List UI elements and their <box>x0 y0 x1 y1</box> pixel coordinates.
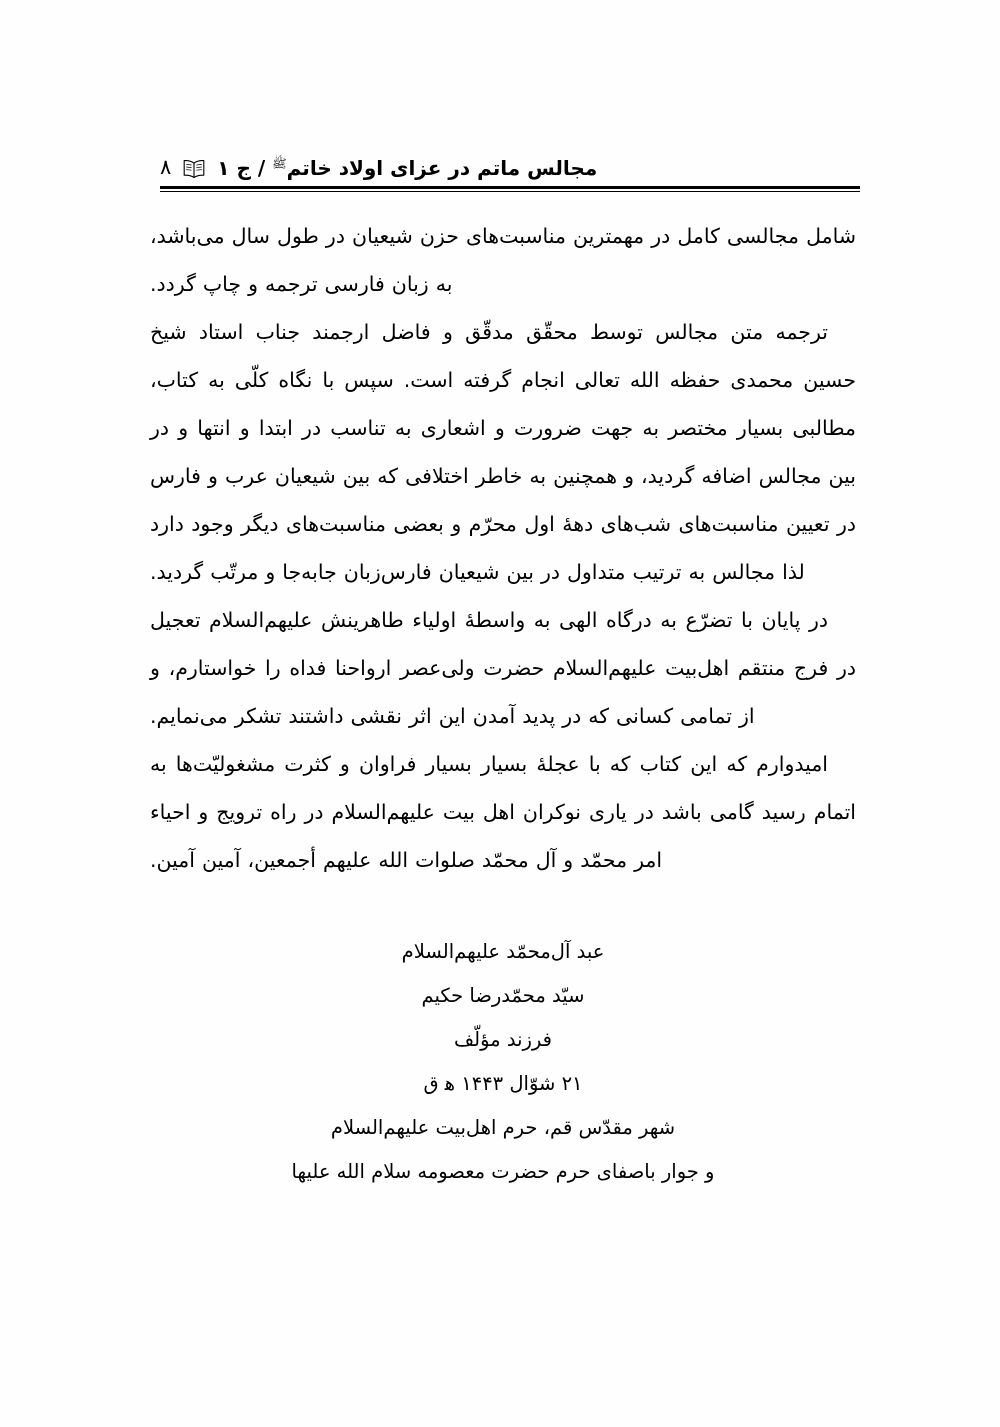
header-volume: / ج ۱ <box>217 156 266 180</box>
honorific-glyph: ﷺ <box>272 156 287 171</box>
paragraph-4: امیدوارم که این کتاب که با عجلهٔ بسیار بسیار فراوان و کثرت مشغولیّت‌ها به اتمام رسید گامی باشد در یاری نوکران اهل بیت علیهم‌السلام در راه ترویج و احیاء امر محمّد و آل محمّد صلوات الله علیهم أجمعین، آمین آمین. <box>150 752 856 872</box>
paragraph-1: شامل مجالسی کامل در مهمترین مناسبت‌های حزن شیعیان در طول سال می‌باشد، به زبان فارسی ترجمه و چاپ گردد. <box>150 224 856 296</box>
signature-line-date: ۲۱ شوّال ۱۴۴۳ ه‍ ق <box>423 1072 583 1095</box>
signature-line-place: شهر مقدّس قم، حرم اهل‌بیت علیهم‌السلام <box>330 1116 676 1139</box>
running-header <box>160 146 860 190</box>
page-number: ۸ <box>160 155 172 179</box>
body-text-column <box>150 212 856 884</box>
header-title-text: مجالس ماتم در عزای اولاد خاتم <box>286 156 598 180</box>
header-title <box>217 157 597 180</box>
header-rule <box>160 186 860 192</box>
signature-line-place-detail: و جوار باصفای حرم حضرت معصومه سلام الله علیها <box>291 1160 715 1183</box>
signature-line-author-name: سیّد محمّدرضا حکیم <box>421 984 585 1007</box>
paragraph-2: ترجمه متن مجالس توسط محقّق مدقّق و فاضل ارجمند جناب استاد شیخ حسین محمدی حفظه الله تعالی انجام گرفته است. سپس با نگاه کلّی به کتاب، مطالبی بسیار مختصر به جهت ضرورت و اشعاری به تناسب در ابتدا و انتها و در بین مجالس اضافه گردید، و همچنین به خاطر اختلافی که بین شیعیان عرب و فارس در تعیین مناسبت‌های شب‌های دههٔ اول محرّم و بعضی مناسبت‌های دیگر وجود دارد لذا مجالس به ترتیب متداول در بین شیعیان فارس‌زبان جابه‌جا و مرتّب گردید. <box>150 320 856 584</box>
header-rule-thin <box>160 191 860 193</box>
signature-line-relation: فرزند مؤلّف <box>453 1028 552 1051</box>
paragraph-3: در پایان با تضرّع به درگاه الهی به واسطهٔ اولیاء طاهرینش علیهم‌السلام تعجیل در فرج منتقم اهل‌بیت علیهم‌السلام حضرت ولی‌عصر ارواحنا فداه را خواستارم، و از تمامی کسانی که در پدید آمدن این اثر نقشی داشتند تشکر می‌نمایم. <box>150 608 856 728</box>
open-book-icon <box>181 159 207 179</box>
signature-block <box>150 930 856 1194</box>
signature-line-author-title: عبد آل‌محمّد علیهم‌السلام <box>401 940 605 963</box>
running-header-row <box>160 146 860 180</box>
